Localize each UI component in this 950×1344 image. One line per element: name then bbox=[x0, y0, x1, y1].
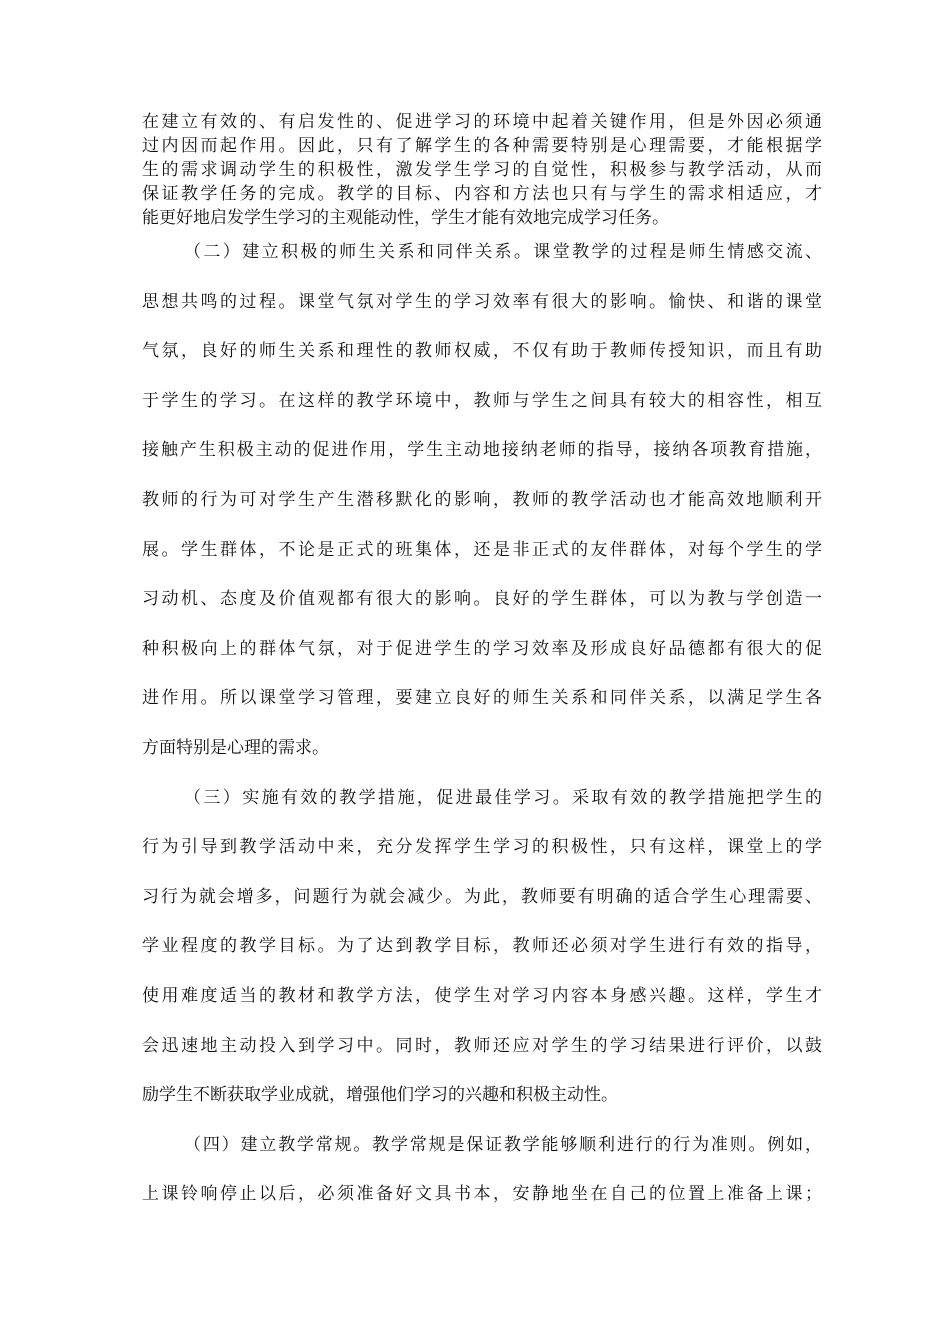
text-line: 生的需求调动学生的积极性，激发学生学习的自觉性，积极参与教学活动，从而 bbox=[142, 160, 822, 180]
text-line: 励学生不断获取学业成就，增强他们学习的兴趣和积极主动性。 bbox=[142, 1085, 618, 1105]
text-line: 行为引导到教学活动中来，充分发挥学生学习的积极性，只有这样，课堂上的学 bbox=[142, 837, 822, 857]
text-line: 接触产生积极主动的促进作用，学生主动地接纳老师的指导，接纳各项教育措施， bbox=[142, 440, 822, 460]
text-line: （二）建立积极的师生关系和同伴关系。课堂教学的过程是师生情感交流、 bbox=[184, 242, 822, 262]
text-line: 思想共鸣的过程。课堂气氛对学生的学习效率有很大的影响。愉快、和谐的课堂 bbox=[142, 292, 822, 312]
text-line: 展。学生群体，不论是正式的班集体，还是非正式的友伴群体，对每个学生的学 bbox=[142, 540, 822, 560]
text-line: 在建立有效的、有启发性的、促进学习的环境中起着关键作用，但是外因必须通 bbox=[142, 112, 822, 132]
text-line: 能更好地启发学生学习的主观能动性，学生才能有效地完成学习任务。 bbox=[142, 208, 669, 228]
text-line: （三）实施有效的教学措施，促进最佳学习。采取有效的教学措施把学生的 bbox=[184, 788, 822, 808]
text-line: 保证教学任务的完成。教学的目标、内容和方法也只有与学生的需求相适应，才 bbox=[142, 184, 822, 204]
text-line: 气氛，良好的师生关系和理性的教师权威，不仅有助于教师传授知识，而且有助 bbox=[142, 341, 822, 361]
text-line: 于学生的学习。在这样的教学环境中，教师与学生之间具有较大的相容性，相互 bbox=[142, 391, 822, 411]
text-line: 学业程度的教学目标。为了达到教学目标，教师还必须对学生进行有效的指导， bbox=[142, 936, 822, 956]
text-line: 使用难度适当的教材和教学方法，使学生对学习内容本身感兴趣。这样，学生才 bbox=[142, 986, 822, 1006]
text-line: 习行为就会增多，问题行为就会减少。为此，教师要有明确的适合学生心理需要、 bbox=[142, 887, 822, 907]
text-line: 习动机、态度及价值观都有很大的影响。良好的学生群体，可以为教与学创造一 bbox=[142, 589, 822, 609]
text-line: （四）建立教学常规。教学常规是保证教学能够顺利进行的行为准则。例如， bbox=[184, 1135, 822, 1155]
text-line: 种积极向上的群体气氛，对于促进学生的学习效率及形成良好品德都有很大的促 bbox=[142, 639, 822, 659]
text-line: 过内因而起作用。因此，只有了解学生的各种需要特别是心理需要，才能根据学 bbox=[142, 136, 822, 156]
text-line: 教师的行为可对学生产生潜移默化的影响，教师的教学活动也才能高效地顺利开 bbox=[142, 490, 822, 510]
text-line: 方面特别是心理的需求。 bbox=[142, 738, 329, 758]
text-line: 进作用。所以课堂学习管理，要建立良好的师生关系和同伴关系，以满足学生各 bbox=[142, 688, 822, 708]
text-line: 会迅速地主动投入到学习中。同时，教师还应对学生的学习结果进行评价，以鼓 bbox=[142, 1036, 822, 1056]
text-line: 上课铃响停止以后，必须准备好文具书本，安静地坐在自己的位置上准备上课； bbox=[142, 1184, 822, 1204]
